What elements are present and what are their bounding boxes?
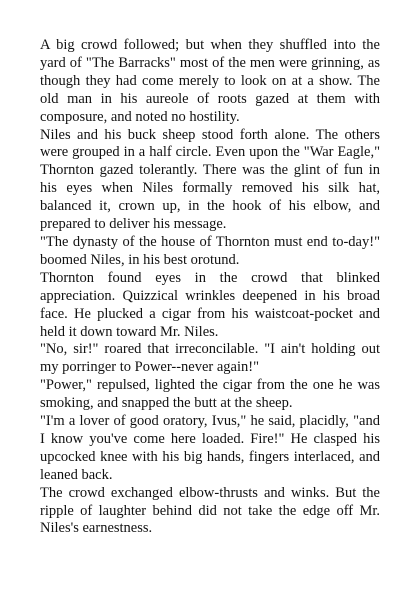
- paragraph: The crowd exchanged elbow-thrusts and winks. But the ripple of laughter behind did not take the edge off Mr. Niles's earnestness.: [40, 484, 380, 537]
- paragraph: "The dynasty of the house of Thornton must end to-day!" boomed Niles, in his best orotund.: [40, 233, 380, 268]
- paragraph: "I'm a lover of good oratory, Ivus," he said, placidly, "and I know you've come here loaded. Fire!" He clasped his upcocked knee with his big hands, fingers interlaced, and leaned back.: [40, 413, 380, 483]
- paragraph: A big crowd followed; but when they shuffled into the yard of "The Barracks" most of the men were grinning, as though they had come merely to look on at a show. The old man in his aureole of roots gazed at them with composure, and noted no hostility.: [40, 37, 380, 125]
- paragraph: "No, sir!" roared that irreconcilable. "I ain't holding out my porringer to Power--never again!": [40, 341, 380, 376]
- paragraph: "Power," repulsed, lighted the cigar from the one he was smoking, and snapped the butt at the sheep.: [40, 377, 380, 412]
- paragraph: Niles and his buck sheep stood forth alone. The others were grouped in a half circle. Even upon the "War Eagle," Thornton gazed tolerantly. There was the glint of fun in his eyes when Niles formally removed his silk hat, balanced it, crown up, in the hook of his elbow, and prepared to deliver his message.: [40, 126, 380, 233]
- page-text: [40, 37, 380, 538]
- paragraph: Thornton found eyes in the crowd that blinked appreciation. Quizzical wrinkles deepened in his broad face. He plucked a cigar from his waistcoat-pocket and held it down toward Mr. Niles.: [40, 269, 380, 340]
